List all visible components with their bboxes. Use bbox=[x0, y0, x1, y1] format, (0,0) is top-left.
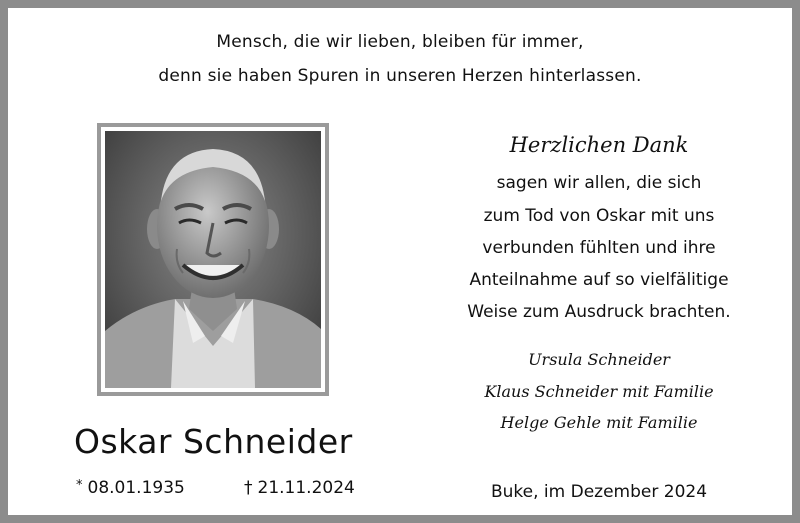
thanks-line-2: zum Tod von Oskar mit uns bbox=[483, 206, 715, 226]
birth-star-icon: * bbox=[76, 478, 83, 493]
signer-1: Ursula Schneider bbox=[528, 350, 670, 369]
portrait-illustration bbox=[105, 131, 321, 388]
death-date-value: 21.11.2024 bbox=[257, 478, 355, 498]
birth-date-value: 08.01.1935 bbox=[87, 478, 185, 498]
thanks-line-1: sagen wir allen, die sich bbox=[496, 173, 702, 193]
death-cross-icon: † bbox=[244, 478, 253, 498]
signer-2: Klaus Schneider mit Familie bbox=[484, 382, 714, 401]
deceased-name: Oskar Schneider bbox=[74, 422, 353, 461]
thanks-line-4: Anteilnahme auf so vielfälitige bbox=[469, 270, 729, 290]
thanks-title: Herzlichen Dank bbox=[509, 133, 689, 157]
signer-3: Helge Gehle mit Familie bbox=[500, 413, 698, 432]
birth-date bbox=[76, 478, 185, 498]
motto-line-1: Mensch, die wir lieben, bleiben für immer, bbox=[216, 32, 584, 52]
portrait-frame bbox=[97, 123, 329, 396]
thanks-line-5: Weise zum Ausdruck brachten. bbox=[467, 302, 731, 322]
portrait-photo bbox=[105, 131, 321, 388]
motto-line-2: denn sie haben Spuren in unseren Herzen hinterlassen. bbox=[158, 66, 642, 86]
place-and-date: Buke, im Dezember 2024 bbox=[490, 482, 708, 502]
death-date bbox=[244, 478, 355, 498]
thanks-line-3: verbunden fühlten und ihre bbox=[482, 238, 716, 258]
